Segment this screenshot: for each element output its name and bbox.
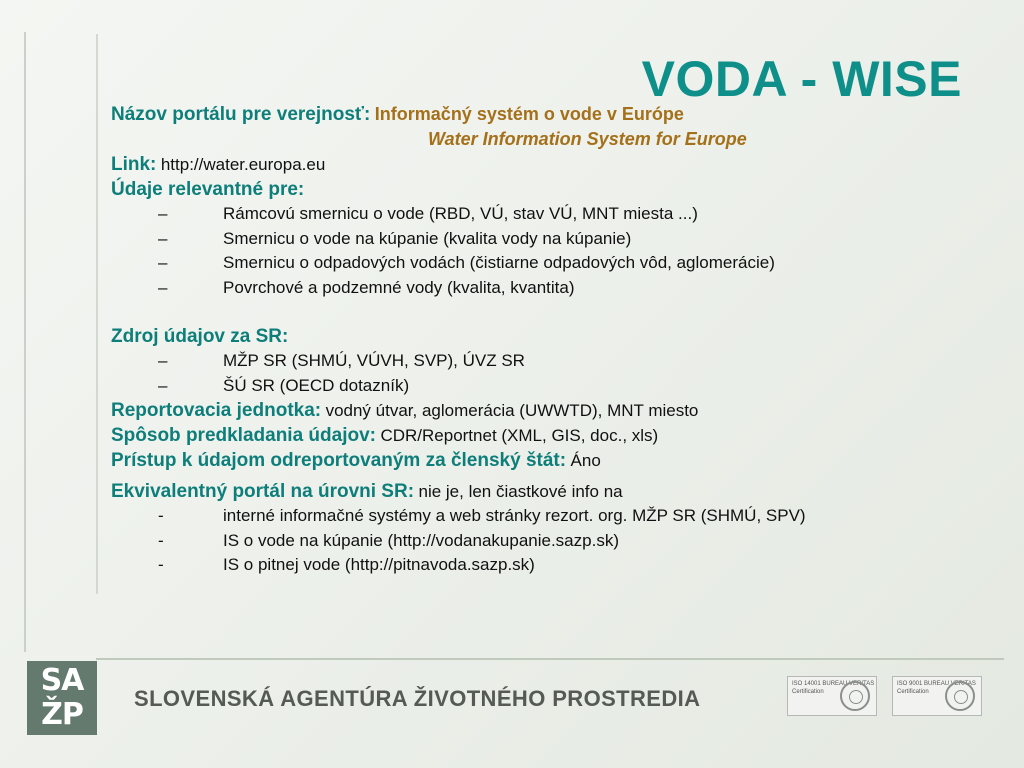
relevant-heading: [111, 177, 991, 202]
submission-row: [111, 423, 991, 448]
sazp-logo: [27, 661, 97, 735]
iso-9001-certificate-badge: [892, 676, 982, 716]
list-item-text: IS o pitnej vode (http://pitnavoda.sazp.sk): [223, 555, 535, 574]
source-label: Zdroj údajov za SR:: [111, 326, 289, 347]
submission-value: CDR/Reportnet (XML, GIS, doc., xls): [380, 426, 659, 445]
dash-icon: -: [158, 530, 164, 550]
list-item-text: Smernicu o vode na kúpanie (kvalita vody na kúpanie): [223, 228, 632, 248]
list-item: [111, 202, 991, 227]
list-item-text: ŠÚ SR (OECD dotazník): [223, 375, 410, 395]
list-item: [111, 374, 991, 399]
equivalent-row: [111, 479, 991, 504]
link-label: Link:: [111, 154, 157, 175]
access-label: Prístup k údajom odreportovaným za členský štát:: [111, 450, 567, 471]
list-item-text: Rámcovú smernicu o vode (RBD, VÚ, stav VÚ, MNT miesta ...): [223, 204, 698, 223]
list-item: [111, 227, 991, 252]
slide-content: [111, 102, 991, 578]
list-item: [111, 251, 991, 276]
dash-icon: –: [158, 204, 168, 223]
footer-divider: [96, 658, 1004, 660]
logo-text-top: SA: [40, 663, 84, 698]
slide-title: VODA - WISE: [641, 51, 962, 107]
inner-border-line: [96, 34, 98, 594]
agency-name: SLOVENSKÁ AGENTÚRA ŽIVOTNÉHO PROSTREDIA: [134, 686, 701, 711]
reporting-unit-value: vodný útvar, aglomerácia (UWWTD), MNT miesto: [325, 401, 699, 420]
dash-icon: –: [158, 351, 168, 370]
list-item-text: IS o vode na kúpanie (http://vodanakupanie.sazp.sk): [223, 530, 619, 550]
certification-seal-icon: [945, 681, 975, 711]
dash-icon: -: [158, 506, 164, 525]
cert-text: ISO 14001 BUREAU VERITAS Certification: [792, 681, 875, 695]
dash-icon: -: [158, 555, 164, 574]
list-item-text: MŽP SR (SHMÚ, VÚVH, SVP), ÚVZ SR: [223, 351, 525, 370]
portal-name-en: Water Information System for Europe: [428, 129, 747, 149]
relevant-label: Údaje relevantné pre:: [111, 179, 305, 200]
iso-14001-certificate-badge: [787, 676, 877, 716]
source-heading: [111, 324, 991, 349]
portal-name-row: [111, 102, 991, 127]
dash-icon: –: [158, 277, 168, 297]
dash-icon: –: [158, 375, 168, 395]
dash-icon: –: [158, 253, 168, 272]
list-item: [111, 529, 991, 554]
portal-name-en-row: [111, 127, 991, 152]
link-row: [111, 152, 991, 177]
link-url[interactable]: http://water.europa.eu: [160, 155, 326, 174]
certification-seal-icon: [840, 681, 870, 711]
list-item: [111, 504, 991, 529]
reporting-unit-label: Reportovacia jednotka:: [111, 400, 322, 421]
portal-label: Názov portálu pre verejnosť:: [111, 104, 371, 125]
list-item-text: interné informačné systémy a web stránky rezort. org. MŽP SR (SHMÚ, SPV): [223, 506, 806, 525]
cert-text: ISO 9001 BUREAU VERITAS Certification: [897, 681, 976, 695]
list-item: [111, 349, 991, 374]
access-value: Áno: [570, 451, 601, 470]
equivalent-label: Ekvivalentný portál na úrovni SR:: [111, 481, 415, 502]
equivalent-value: nie je, len čiastkové info na: [418, 482, 623, 501]
spacer: [111, 300, 991, 324]
list-item: [111, 276, 991, 301]
list-item-text: Povrchové a podzemné vody (kvalita, kvantita): [223, 277, 575, 297]
reporting-unit-row: [111, 398, 991, 423]
logo-text-bottom: ŽP: [41, 697, 83, 732]
list-item-text: Smernicu o odpadových vodách (čistiarne odpadových vôd, aglomerácie): [223, 253, 775, 272]
left-border-line: [24, 32, 26, 652]
dash-icon: –: [158, 228, 168, 248]
submission-label: Spôsob predkladania údajov:: [111, 425, 376, 446]
list-item: [111, 553, 991, 578]
access-row: [111, 448, 991, 473]
portal-name-sk: Informačný systém o vode v Európe: [374, 104, 684, 124]
